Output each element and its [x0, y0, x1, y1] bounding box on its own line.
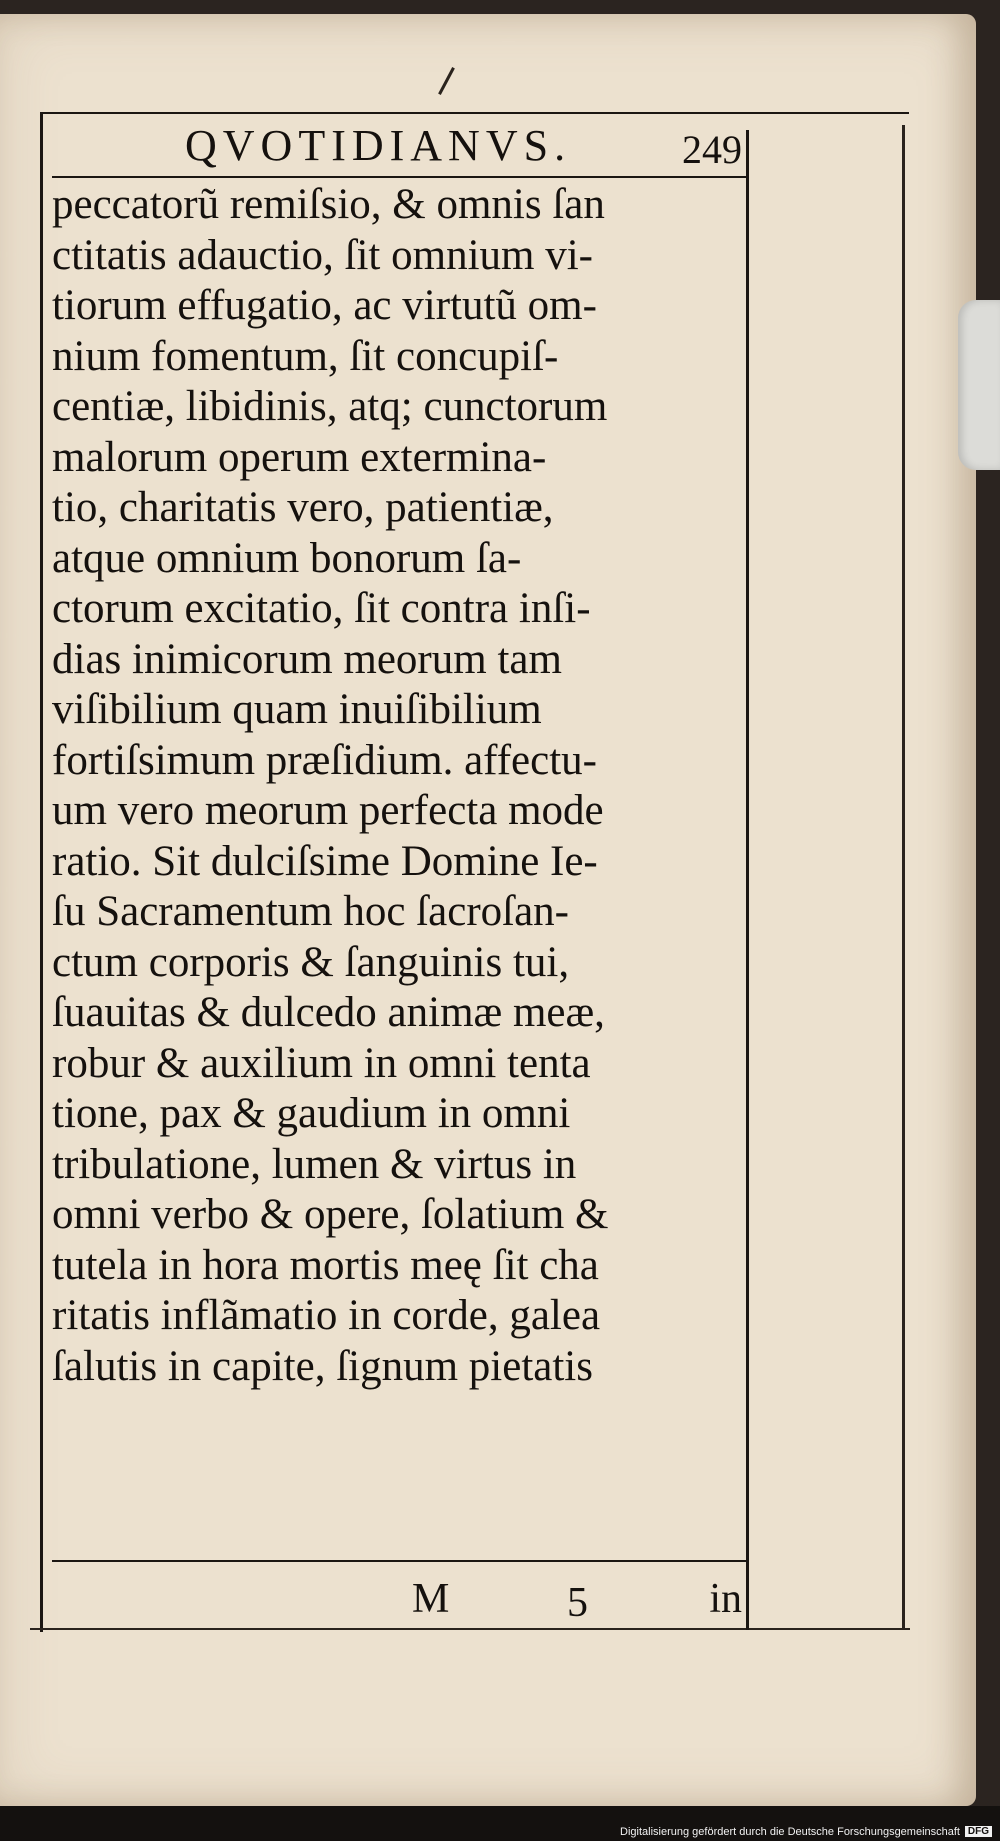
bookmark-tab [958, 300, 1000, 470]
frame-right-rule [902, 125, 905, 1630]
text-line: ſu Sacramentum hoc ſacroſan- [52, 888, 569, 935]
text-block-right-rule [746, 130, 749, 1630]
text-line: peccatorũ remiſsio, & omnis ſan [52, 181, 605, 228]
signature-number: 5 [567, 1580, 588, 1626]
text-line: robur & auxilium in omni tenta [52, 1039, 591, 1087]
text-line: omni verbo & opere, ſolatium & [52, 1191, 609, 1238]
text-line: ſalutis in capite, ſignum pietatis [52, 1342, 593, 1390]
footer-rule [52, 1560, 746, 1562]
signature-letter: M [412, 1576, 450, 1622]
digitization-credit: Digitalisierung gefördert durch die Deutsche Forschungsgemeinschaft [620, 1826, 960, 1838]
frame-bottom-rule [30, 1628, 910, 1630]
text-line: nium fomentum, ſit concupiſ- [52, 332, 559, 380]
page-header [50, 120, 744, 172]
text-line: dias inimicorum meorum tam [52, 635, 562, 683]
text-line: fortiſsimum præſidium. affectu- [52, 736, 597, 784]
text-line: ratio. Sit dulciſsime Domine Ie- [52, 837, 598, 885]
running-head: QVOTIDIANVS. [185, 121, 572, 170]
dfg-logo: DFG [965, 1826, 992, 1837]
header-rule [52, 176, 746, 178]
text-line: ritatis inflãmatio in corde, galea [52, 1292, 601, 1339]
text-line: tione, pax & gaudium in omni [52, 1090, 571, 1137]
text-line: atque omnium bonorum ſa- [52, 534, 522, 582]
catchline [52, 1575, 746, 1625]
text-line: um vero meorum perfecta mode [52, 787, 604, 834]
text-line: tio, charitatis vero, patientiæ, [52, 484, 554, 531]
page-number: 249 [682, 127, 742, 172]
text-line: tutela in hora mortis meę ſit cha [52, 1241, 599, 1289]
text-line: ſuauitas & dulcedo animæ meæ, [52, 989, 605, 1036]
text-line: ctitatis adauctio, ſit omnium vi- [52, 231, 593, 279]
text-line: malorum operum extermina- [52, 433, 547, 481]
text-line: ctorum excitatio, ſit contra inſi- [52, 585, 591, 632]
text-line: viſibilium quam inuiſibilium [52, 686, 542, 733]
text-line: centiæ, libidinis, atq; cunctorum [52, 383, 608, 430]
text-line: tiorum effugatio, ac virtutũ om- [52, 282, 597, 329]
catchword: in [709, 1576, 742, 1622]
text-line: tribulatione, lumen & virtus in [52, 1140, 577, 1188]
body-text [52, 180, 746, 1392]
text-line: ctum corporis & ſanguinis tui, [52, 938, 570, 986]
